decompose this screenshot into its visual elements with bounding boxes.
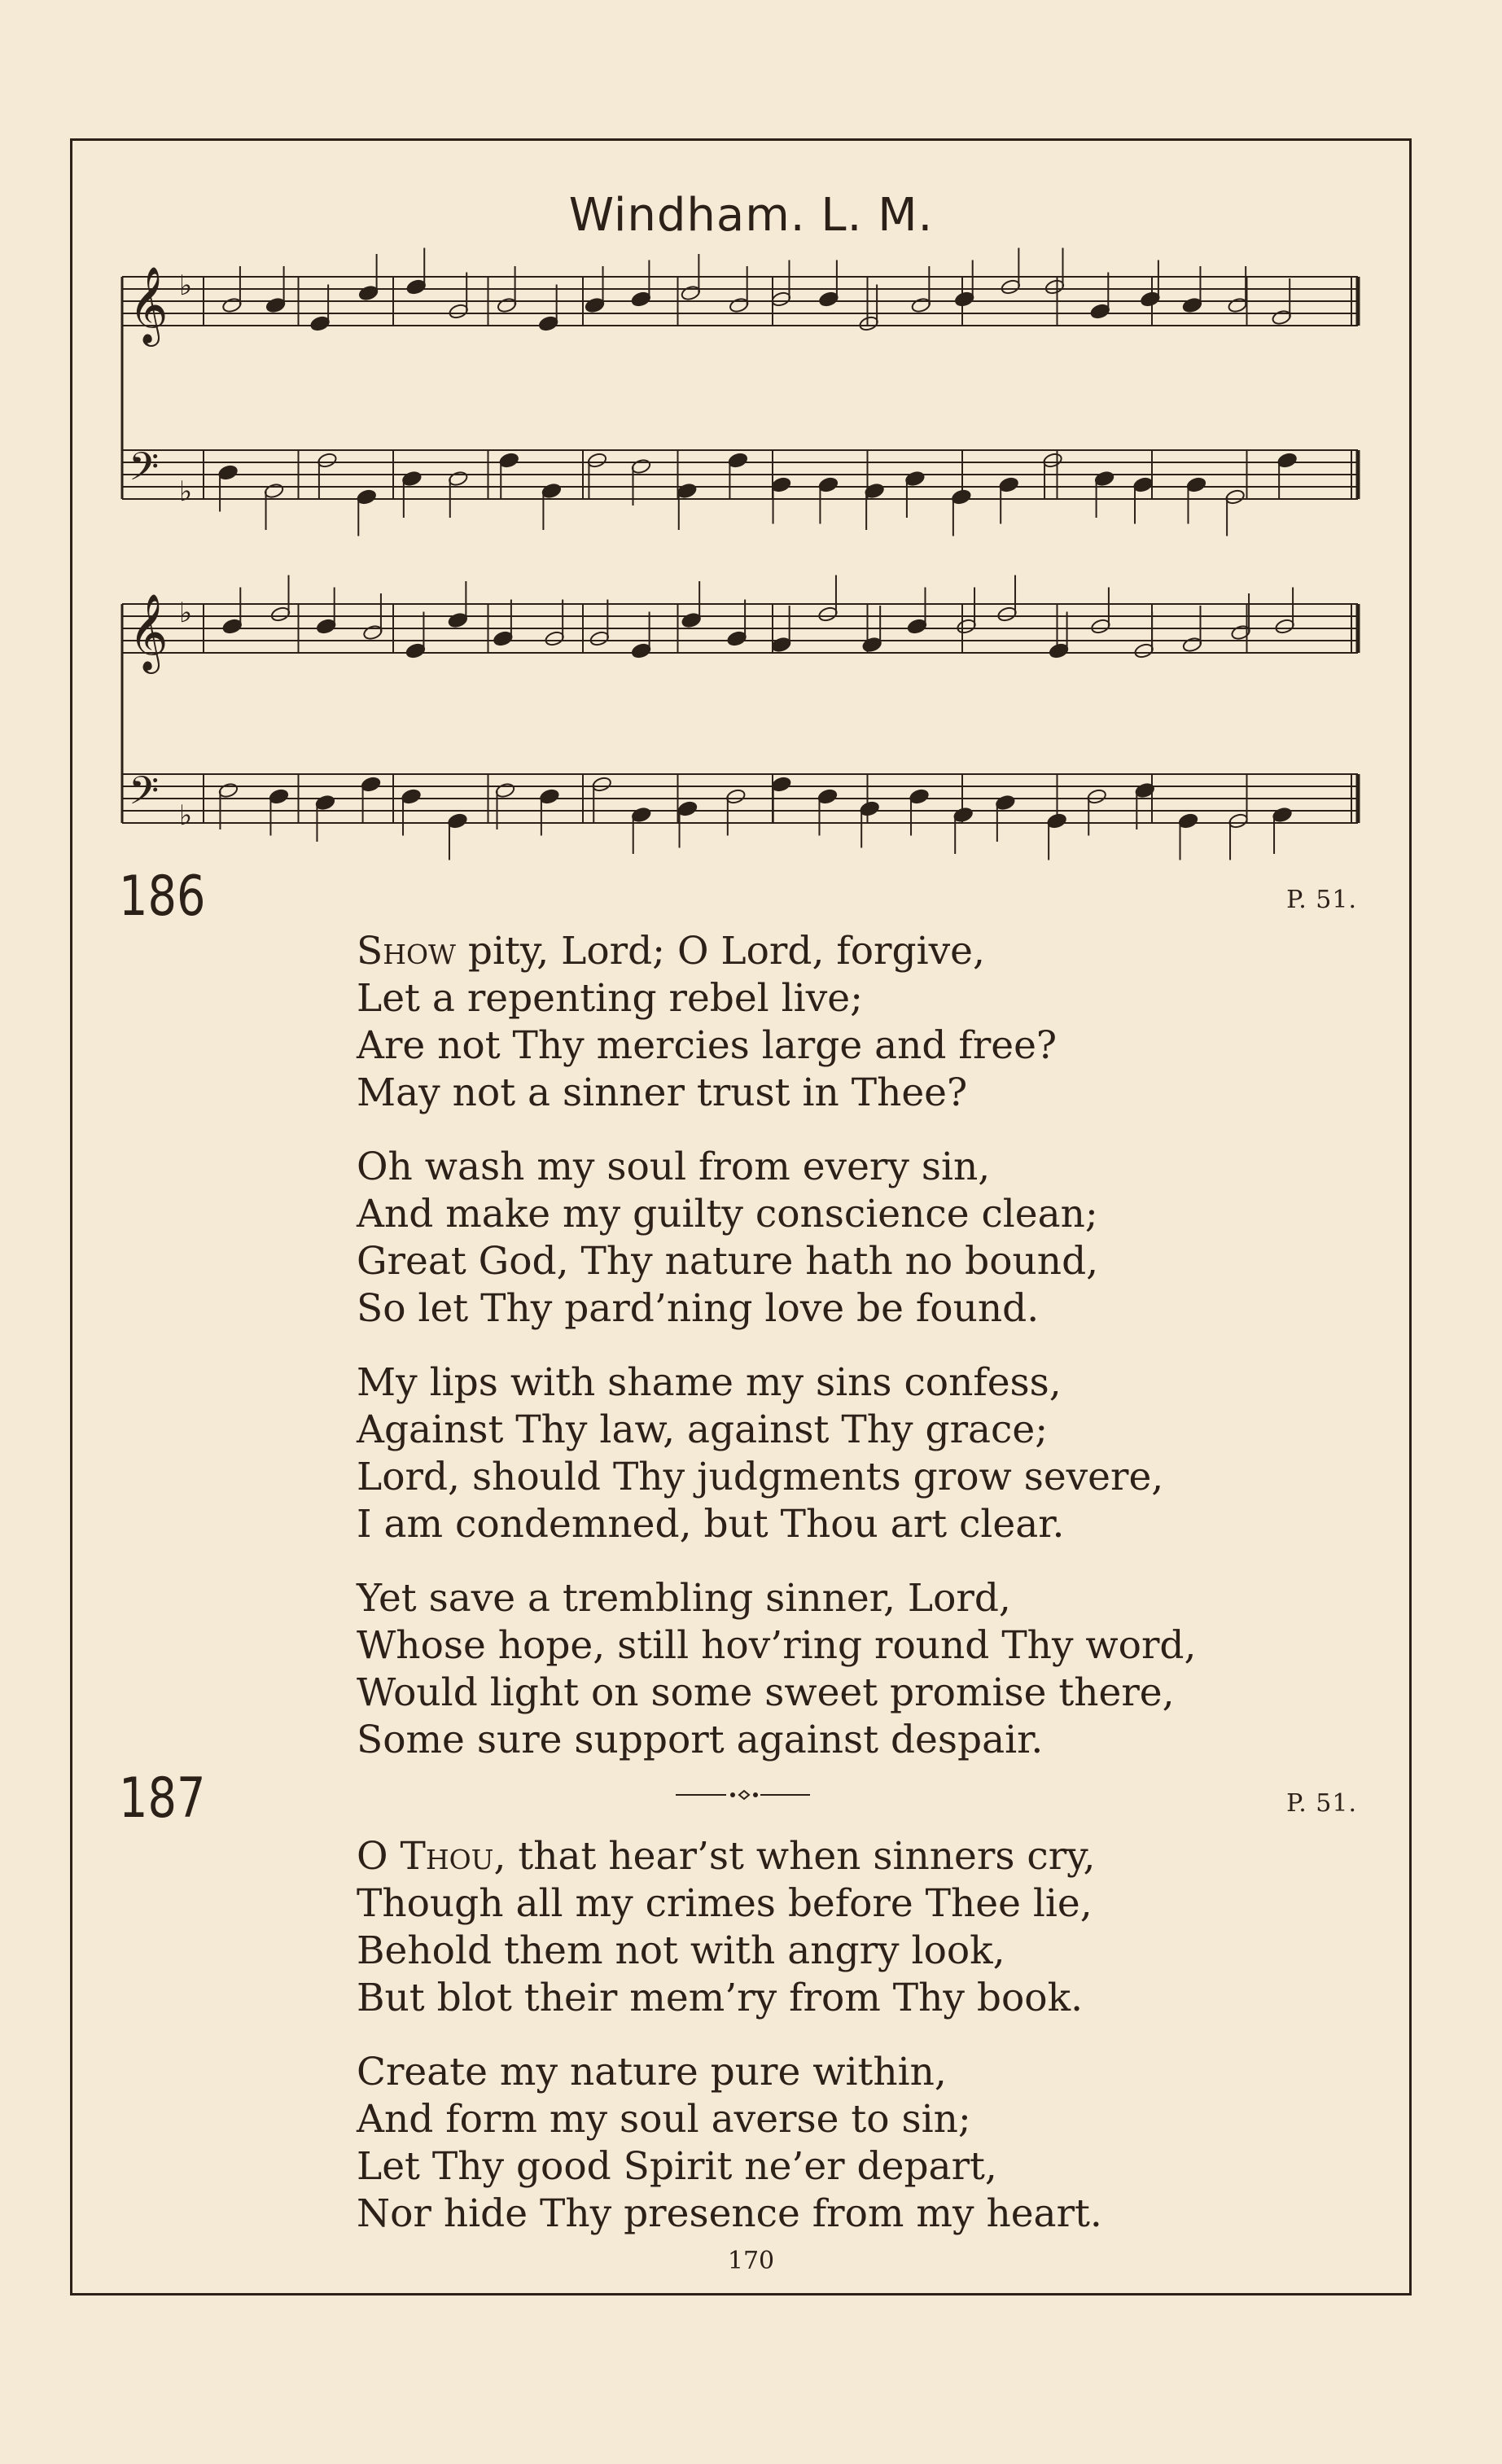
- verse-line: Oh wash my soul from every sin,: [357, 1144, 991, 1189]
- note-head: [217, 464, 238, 481]
- page-reference-187: P. 51.: [1286, 1789, 1357, 1818]
- verse-line: May not a sinner trust in Thee?: [357, 1070, 968, 1115]
- note-head: [269, 788, 289, 805]
- note-head: [222, 618, 243, 635]
- verse-line: Yet save a trembling sinner, Lord,: [357, 1576, 1011, 1621]
- note-head: [309, 315, 330, 332]
- note-head: [1090, 303, 1110, 320]
- note-head: [1042, 452, 1062, 469]
- verse-line: Nor hide Thy presence from my heart.: [357, 2191, 1102, 2236]
- note-head: [1001, 278, 1021, 295]
- verse-line: So let Thy pard’ning love be found.: [357, 1286, 1040, 1331]
- note-head: [270, 606, 291, 623]
- verse-line: Would light on some sweet promise there,: [357, 1670, 1175, 1715]
- note-head: [631, 807, 651, 824]
- note-head: [357, 488, 377, 505]
- note-head: [1224, 488, 1245, 505]
- note-head: [539, 788, 559, 805]
- treble-clef: 𝄞: [129, 593, 169, 671]
- verse-line: And form my soul averse to sin;: [357, 2097, 971, 2142]
- note-head: [909, 788, 929, 805]
- note-head: [817, 788, 838, 805]
- note-head: [911, 297, 931, 314]
- note-head: [1276, 452, 1297, 469]
- page-number: 170: [727, 2247, 775, 2275]
- hymn-number-187: 187: [119, 1766, 206, 1831]
- note-head: [771, 637, 791, 654]
- note-head: [447, 812, 467, 829]
- verse-line: Lord, should Thy judgments grow severe,: [357, 1455, 1164, 1499]
- verse-line-first-word: Thou,: [400, 1834, 506, 1879]
- section-divider-ornament: [676, 1789, 810, 1801]
- note-head: [221, 297, 242, 314]
- verse-line: Create my nature pure within,: [357, 2050, 947, 2094]
- note-head: [448, 470, 468, 488]
- hymn-number-186: 186: [119, 864, 206, 929]
- note-head: [1272, 807, 1292, 824]
- note-head: [495, 782, 515, 799]
- note-head: [1182, 637, 1202, 654]
- note-head: [448, 303, 468, 320]
- note-head: [681, 285, 701, 302]
- verse-line-rest: pity, Lord; O Lord, forgive,: [467, 929, 985, 974]
- note-head: [218, 782, 239, 799]
- note-head: [265, 297, 286, 314]
- note-head: [1049, 642, 1069, 659]
- note-head: [1132, 476, 1153, 493]
- note-head: [771, 291, 791, 308]
- note-head: [817, 606, 838, 623]
- flat-sign: ♭: [179, 475, 193, 508]
- verse-line-first-word: Show: [357, 929, 456, 974]
- stanza: [357, 1144, 1098, 1333]
- note-head: [631, 291, 651, 308]
- note-head: [401, 788, 421, 805]
- note-head: [1046, 812, 1066, 829]
- note-head: [729, 297, 749, 314]
- note-head: [264, 483, 284, 500]
- flat-sign: ♭: [179, 597, 193, 629]
- note-head: [362, 624, 383, 641]
- note-head: [1094, 470, 1114, 488]
- note-head: [1274, 618, 1294, 635]
- note-head: [677, 800, 698, 817]
- note-head: [493, 630, 513, 647]
- note-head: [907, 618, 927, 635]
- note-head: [406, 278, 427, 295]
- note-head: [1271, 309, 1291, 326]
- note-head: [858, 315, 878, 332]
- note-head: [952, 807, 973, 824]
- verse-line: Behold them not with angry look,: [357, 1928, 1005, 1973]
- note-head: [995, 794, 1015, 812]
- note-head: [904, 470, 925, 488]
- note-head: [317, 452, 337, 469]
- verse-line-rest: that hear’st when sinners cry,: [518, 1834, 1096, 1879]
- note-head: [358, 285, 379, 302]
- note-head: [585, 297, 605, 314]
- stanza: [357, 1575, 1196, 1764]
- note-head: [1228, 812, 1248, 829]
- note-head: [818, 476, 839, 493]
- music-score: [0, 0, 1502, 879]
- note-head: [448, 612, 468, 629]
- verse-line: Whose hope, still hov’ring round Thy word,: [357, 1623, 1197, 1668]
- note-head: [401, 470, 422, 488]
- note-head: [405, 642, 426, 659]
- note-head: [1087, 788, 1107, 805]
- note-head: [1090, 618, 1110, 635]
- flat-sign: ♭: [179, 799, 193, 832]
- verse-line: O Thou, that hear’st when sinners cry,: [357, 1834, 1096, 1879]
- note-head: [728, 452, 748, 469]
- flat-sign: ♭: [179, 269, 193, 302]
- verse-line: Are not Thy mercies large and free?: [357, 1023, 1058, 1068]
- note-head: [1140, 291, 1160, 308]
- note-head: [587, 452, 607, 469]
- page-reference-186: P. 51.: [1286, 886, 1357, 914]
- note-head: [541, 483, 562, 500]
- verse-line: I am condemned, but Thou art clear.: [357, 1502, 1065, 1547]
- bass-clef: 𝄢: [129, 444, 160, 499]
- note-head: [1044, 278, 1065, 295]
- note-head: [818, 291, 839, 308]
- verse-line: But blot their mem’ry from Thy book.: [357, 1976, 1084, 2020]
- verse-line: And make my guilty conscience clean;: [357, 1192, 1098, 1236]
- note-head: [499, 452, 519, 469]
- stanza: [357, 928, 1057, 1117]
- stanza: [357, 1359, 1163, 1548]
- note-head: [725, 788, 746, 805]
- note-head: [998, 476, 1018, 493]
- note-head: [861, 637, 882, 654]
- note-head: [1186, 476, 1206, 493]
- note-head: [1182, 297, 1202, 314]
- note-head: [538, 315, 558, 332]
- stanza: [357, 2049, 1102, 2238]
- note-head: [726, 630, 747, 647]
- note-head: [951, 488, 971, 505]
- verse-line: Great God, Thy nature hath no bound,: [357, 1239, 1099, 1284]
- bass-clef: 𝄢: [129, 768, 160, 823]
- verse-line: My lips with shame my sins confess,: [357, 1360, 1062, 1405]
- verse-line: Though all my crimes before Thee lie,: [357, 1881, 1093, 1926]
- note-head: [677, 483, 697, 500]
- note-head: [589, 630, 610, 647]
- note-head: [996, 606, 1017, 623]
- verse-line: Let a repenting rebel live;: [357, 976, 863, 1021]
- verse-line: Let Thy good Spirit ne’er depart,: [357, 2144, 997, 2189]
- note-head: [361, 776, 381, 793]
- note-head: [859, 800, 879, 817]
- tune-title: Windham. L. M.: [568, 189, 934, 242]
- note-head: [1178, 812, 1198, 829]
- note-head: [771, 476, 791, 493]
- note-head: [771, 776, 791, 793]
- treble-clef: 𝄞: [129, 266, 169, 344]
- note-head: [316, 618, 336, 635]
- note-head: [956, 618, 976, 635]
- note-head: [954, 291, 974, 308]
- note-head: [1227, 297, 1247, 314]
- note-head: [1230, 624, 1250, 641]
- note-head: [315, 794, 335, 812]
- note-head: [497, 297, 517, 314]
- verse-line: [357, 928, 1057, 975]
- note-head: [592, 776, 612, 793]
- note-head: [631, 642, 651, 659]
- verse-line: Some sure support against despair.: [357, 1718, 1044, 1762]
- stanza: [357, 1833, 1095, 2022]
- note-head: [544, 630, 564, 647]
- verse-line: Against Thy law, against Thy grace;: [357, 1407, 1049, 1452]
- note-head: [631, 458, 651, 475]
- note-head: [681, 612, 701, 629]
